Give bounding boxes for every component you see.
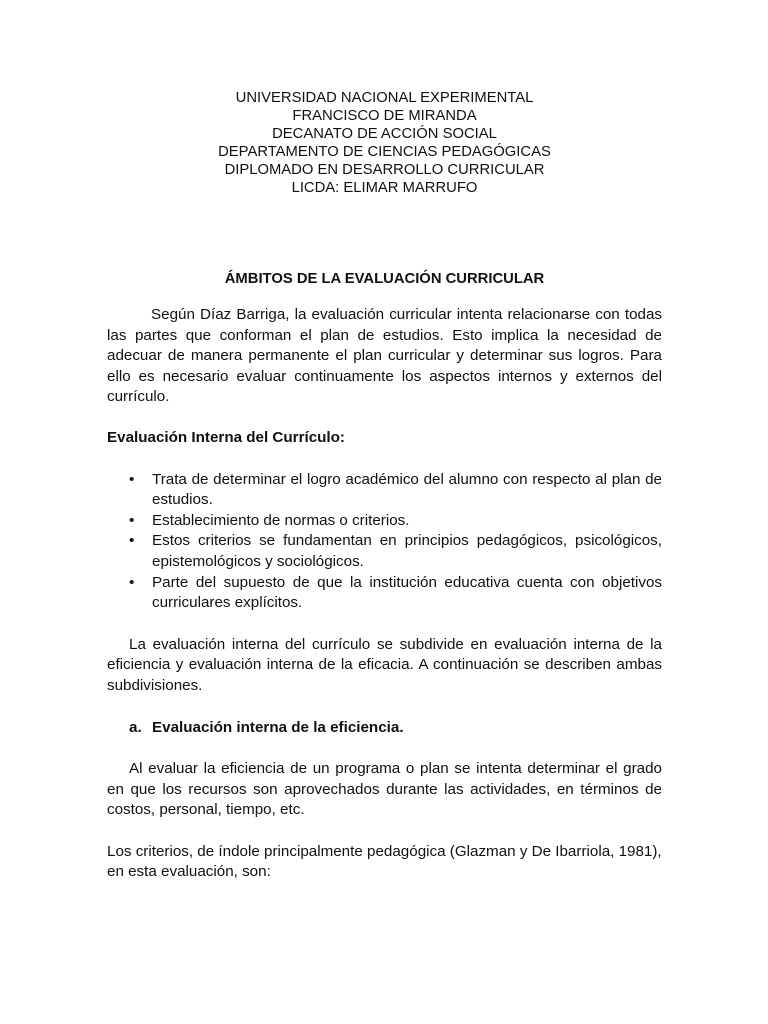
bullet-text: Parte del supuesto de que la institución educativa cuenta con objetivos curriculares explícitos. bbox=[152, 573, 662, 612]
bullet-text: Estos criterios se fundamentan en principios pedagógicos, psicológicos, epistemológicos y sociológicos. bbox=[152, 532, 662, 570]
header-line: DIPLOMADO EN DESARROLLO CURRICULAR bbox=[224, 162, 545, 178]
document-title: ÁMBITOS DE LA EVALUACIÓN CURRICULAR bbox=[224, 271, 545, 287]
header-line: DECANATO DE ACCIÓN SOCIAL bbox=[272, 126, 497, 142]
bullet-icon: • bbox=[129, 470, 135, 488]
efficiency-paragraph: Al evaluar la eficiencia de un programa o plan se intenta determinar el grado en que los recursos son aprovechados durante las actividades, en términos de costos, personal, tiempo, etc. bbox=[107, 760, 662, 819]
subdivision-paragraph: La evaluación interna del currículo se subdivide en evaluación interna de la eficiencia y evaluación interna de la eficacia. A continuación se describen ambas subdivisiones. bbox=[107, 635, 662, 694]
intro-paragraph: Según Díaz Barriga, la evaluación curricular intenta relacionarse con todas las partes que conforman el plan de estudios. Esto implica la necesidad de adecuar de manera permanente el plan curricular y determinar sus logros. Para ello es necesario evaluar continuamente los aspectos internos y externos del currículo. bbox=[107, 306, 662, 406]
bullet-text: Establecimiento de normas o criterios. bbox=[152, 511, 410, 529]
header-line: DEPARTAMENTO DE CIENCIAS PEDAGÓGICAS bbox=[218, 144, 551, 160]
efficiency-heading bbox=[107, 718, 662, 739]
bullet-icon: • bbox=[129, 573, 135, 591]
header-line: UNIVERSIDAD NACIONAL EXPERIMENTAL bbox=[235, 90, 534, 106]
document-content bbox=[107, 89, 662, 883]
bullet-item bbox=[107, 573, 662, 614]
internal-evaluation-heading: Evaluación Interna del Currículo: bbox=[107, 428, 345, 446]
criteria-bullet-list bbox=[107, 470, 662, 614]
bullet-icon: • bbox=[129, 511, 135, 529]
bullet-item bbox=[107, 470, 662, 511]
institution-header bbox=[107, 89, 662, 197]
list-marker: a. bbox=[129, 718, 142, 736]
bullet-item bbox=[107, 531, 662, 572]
bullet-icon: • bbox=[129, 532, 135, 550]
bullet-text: Trata de determinar el logro académico del alumno con respecto al plan de estudios. bbox=[152, 470, 662, 509]
header-line: LICDA: ELIMAR MARRUFO bbox=[291, 180, 478, 196]
criteria-paragraph: Los criterios, de índole principalmente pedagógica (Glazman y De Ibarriola, 1981), en esta evaluación, son: bbox=[107, 842, 662, 881]
efficiency-heading-text: Evaluación interna de la eficiencia. bbox=[152, 718, 404, 736]
bullet-item bbox=[107, 511, 662, 532]
header-line: FRANCISCO DE MIRANDA bbox=[292, 108, 477, 124]
